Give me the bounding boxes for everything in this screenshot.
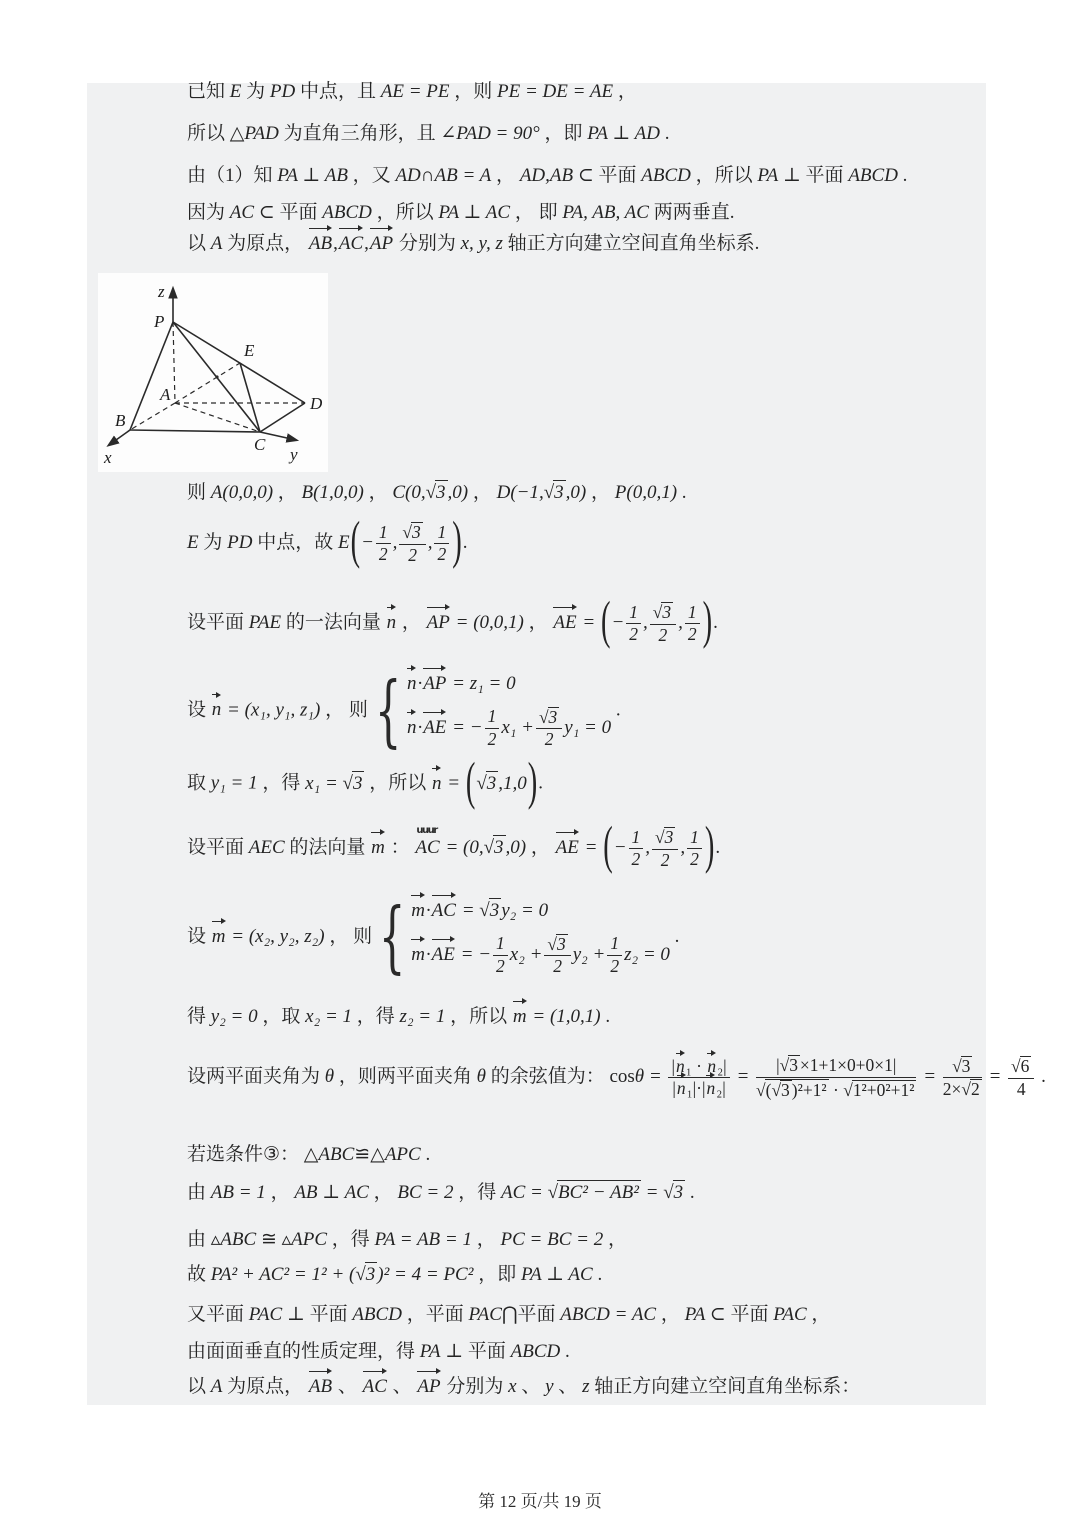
edge-PD [173, 322, 305, 403]
solution-line-1: 已知 E 为 PD 中点，且 AE = PE ，则 PE = DE = AE ， [187, 81, 637, 102]
intersection-dot [215, 375, 218, 378]
label-E: E [244, 341, 255, 360]
solution-line-5: 以 A 为原点， AB ,AC ,AP 分别为 x, y, z 轴正方向建立空间直角坐标系. [187, 232, 759, 257]
y-axis [260, 432, 296, 440]
edge-PB [130, 322, 173, 430]
edge-CD [260, 403, 305, 432]
scanned-solution-region [87, 81, 1046, 1405]
solution-line-16: 由 AB = 1 ， AB ⊥ AC ， BC = 2 ，得 AC = √BC² − AB² = √3 . [187, 1180, 695, 1206]
solution-line-9: 设 n = (x₁, y₁, z₁) ， 则 { n ·AP = z₁ = 0 n ·AE = − $\frac{1}{2}$ x₁ + $\frac{√3}{2}$ y₁ = 0 . [187, 664, 621, 756]
solution-line-21: 以 A 为原点， AB 、 AC 、 AP 分别为 x 、 y 、 z 轴正方向建立空间直角坐标系： [187, 1375, 860, 1400]
label-B: B [115, 411, 126, 430]
solution-line-7: E 为 PD 中点，故 E(− $\frac{1}{2}$ , $\frac{√3}{2}$ , $\frac{1}{2}$ ). [187, 513, 468, 571]
solution-line-8: 设平面 PAE 的一法向量 n ， AP = (0,0,1) ， AE = (− $\frac{1}{2}$ , $\frac{√3}{2}$ , $\frac{1}{2}$ ). [187, 593, 718, 651]
label-A: A [160, 385, 171, 404]
solution-line-18: 故 PA² + AC² = 1² + (√3 )² = 4 = PC² ，即 PA ⊥ AC . [187, 1262, 602, 1288]
solution-line-4: 因为 AC ⊂ 平面 ABCD ，所以 PA ⊥ AC ， 即 PA, AB, AC 两两垂直. [187, 202, 735, 223]
solution-line-20: 由面面垂直的性质定理，得 PA ⊥ 平面 ABCD . [187, 1341, 570, 1362]
edge-AC-dashed [175, 403, 260, 432]
solution-line-17: 由 ▵ABC ≅ ▵APC ，得 PA = AB = 1 ， PC = BC = 2 ， [187, 1229, 627, 1250]
label-x: x [104, 448, 112, 467]
solution-line-14: 设两平面夹角为 θ ，则两平面夹角 θ 的余弦值为： cosθ = |n ₁ · n ₂| |n ₁|·|n ₂| = $\frac{|√3 \times 1+1\times 0+0\times 1|}{\text{√(√3 )²+1² · √1²+0²+1²}}$ = $\frac{√3}{2\times√2}$ = $\frac{√6}{4}$ . [187, 1055, 1046, 1100]
label-D: D [310, 394, 323, 413]
geometry-figure [98, 273, 328, 472]
solution-line-13: 得 y₂ = 0 ，取 x₂ = 1 ，得 z₂ = 1 ，所以 m = (1,0,1) . [187, 1005, 610, 1030]
page-number-footer: 第 12 页/共 19 页 [478, 1492, 602, 1511]
solution-line-11: 设平面 AEC 的法向量 m ： uuur AC = (0,√3 ,0) ， AE = (− $\frac{1}{2}$ , $\frac{√3}{2}$ , $\frac{1}{2}$ ). [187, 818, 721, 876]
label-P: P [154, 312, 165, 331]
label-y: y [290, 445, 298, 464]
solution-line-19: 又平面 PAC ⊥ 平面 ABCD ，平面 PAC⋂平面 ABCD = AC ， PA ⊂ 平面 PAC ， [187, 1304, 831, 1325]
solution-line-12: 设 m = (x₂, y₂, z₂) ， 则 { m ·AC = √3 y₂ = 0 m ·AE = − $\frac{1}{2}$ x₂ + $\frac{√3}{2}$ y₂ + $\frac{1}{2}$ z₂ = 0 . [187, 891, 680, 983]
solution-line-15: 若选条件③： △ABC≌△APC . [187, 1144, 431, 1165]
label-z: z [158, 282, 165, 301]
solution-line-2: 所以 △PAD 为直角三角形，且 ∠PAD = 90° ，即 PA ⊥ AD . [187, 123, 670, 144]
edge-AE-dashed [175, 363, 240, 403]
solution-line-6: 则 A(0,0,0) ， B(1,0,0) ， C(0,√3 ,0) ， D(−1,√3 ,0) ， P(0,0,1) . [187, 480, 687, 506]
solution-line-3: 由（1）知 PA ⊥ AB ，又 AD∩AB = A ， AD,AB ⊂ 平面 ABCD ，所以 PA ⊥ 平面 ABCD . [187, 165, 908, 186]
pyramid-diagram [98, 273, 328, 472]
edge-PA-dashed [173, 322, 175, 403]
x-axis [109, 430, 130, 445]
solution-line-10: 取 y₁ = 1 ，得 x₁ = √3 ，所以 n = (√3 ,1,0). [187, 754, 543, 812]
edge-AB-dashed [130, 403, 175, 430]
edge-BC [130, 430, 260, 432]
label-C: C [254, 435, 266, 454]
